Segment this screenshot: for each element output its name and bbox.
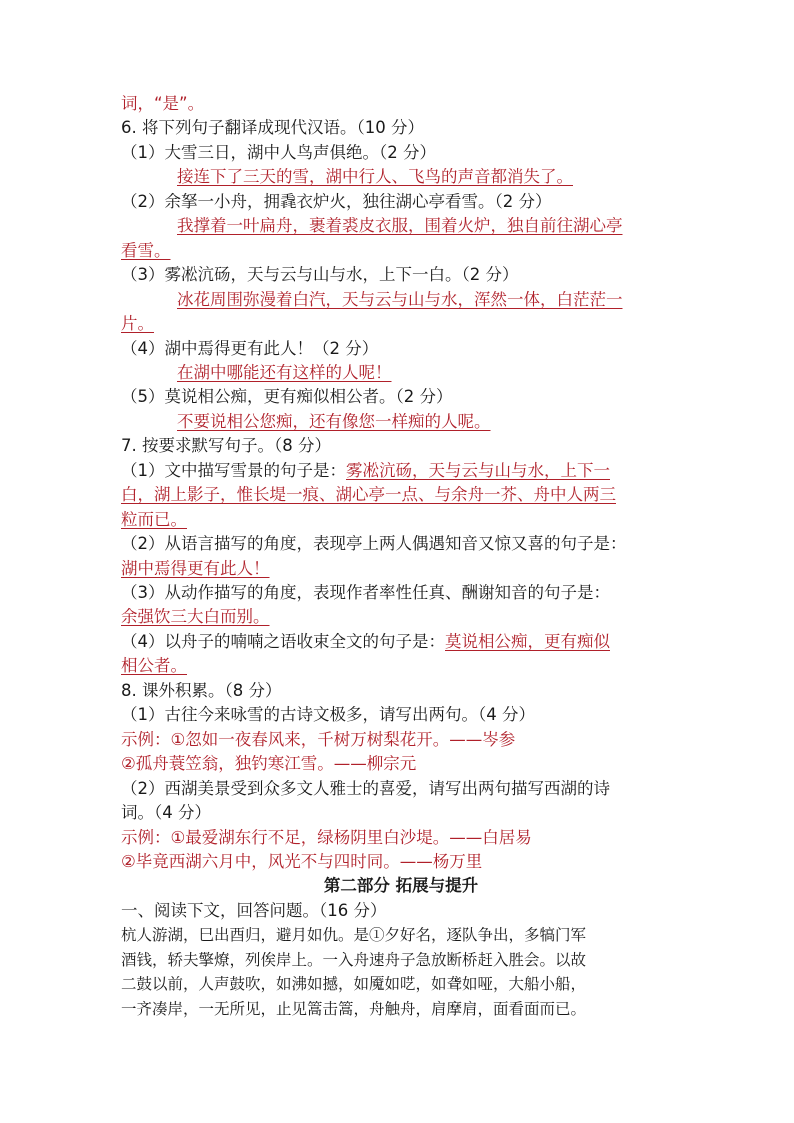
question-text: 一、阅读下文，回答问题。（16 分） bbox=[121, 900, 387, 920]
answer-text: 粒而已。 bbox=[121, 509, 187, 529]
text-line bbox=[121, 728, 515, 752]
answer-text: 片。 bbox=[121, 314, 154, 334]
text-line bbox=[121, 312, 154, 336]
text-line bbox=[121, 557, 270, 581]
answer-text: 示例：①最爱湖东行不足，绿杨阴里白沙堤。——白居易 bbox=[121, 827, 532, 847]
text-line bbox=[121, 483, 616, 507]
text-line bbox=[121, 850, 482, 874]
question-text: 词。（4 分） bbox=[121, 803, 211, 823]
text-line bbox=[121, 190, 552, 214]
answer-text: 看雪。 bbox=[121, 240, 171, 260]
answer-text: 在湖中哪能还有这样的人呢！ bbox=[177, 362, 392, 382]
question-text: （3）雾凇沆砀，天与云与山与水，上下一白。（2 分） bbox=[121, 265, 519, 285]
question-text: （2）西湖美景受到众多文人雅士的喜爱，请写出两句描写西湖的诗 bbox=[121, 778, 610, 798]
answer-text: 不要说相公您痴，还有像您一样痴的人呢。 bbox=[177, 411, 491, 431]
text-line bbox=[121, 239, 171, 263]
answer-text: 余强饮三大白而别。 bbox=[121, 607, 270, 627]
text-line bbox=[121, 141, 436, 165]
text-line bbox=[177, 410, 491, 434]
question-text: 杭人游湖，巳出酉归，避月如仇。是①夕好名，逐队争出，多犒门军 bbox=[121, 926, 587, 945]
question-text: （1）大雪三日，湖中人鸟声俱绝。（2 分） bbox=[121, 142, 436, 162]
text-line bbox=[121, 385, 453, 409]
answer-text: 示例：①忽如一夜春风来，千树万树梨花开。——岑参 bbox=[121, 729, 516, 749]
text-line bbox=[121, 630, 610, 654]
question-text: 8. 课外积累。（8 分） bbox=[121, 680, 282, 700]
text-line bbox=[121, 92, 204, 116]
text-line bbox=[121, 948, 586, 972]
answer-text: ②毕竟西湖六月中，风光不与四时同。——杨万里 bbox=[121, 851, 483, 871]
answer-text: 雾凇沆砀，天与云与山与水，上下一 bbox=[346, 460, 610, 480]
text-line bbox=[121, 826, 532, 850]
answer-text: 白，湖上影子，惟长堤一痕、湖心亭一点、与余舟一芥、舟中人两三 bbox=[121, 485, 616, 505]
question-text: （4）湖中焉得更有此人！（2 分） bbox=[121, 338, 379, 358]
answer-text: 接连下了三天的雪，湖中行人、飞鸟的声音都消失了。 bbox=[177, 167, 573, 187]
text-line bbox=[121, 116, 424, 140]
text-line bbox=[121, 972, 586, 996]
question-text: （2）从语言描写的角度，表现亭上两人偶遇知音又惊又喜的句子是： bbox=[121, 534, 627, 554]
question-text: 7. 按要求默写句子。（8 分） bbox=[121, 436, 331, 456]
text-line bbox=[121, 581, 610, 605]
section-heading bbox=[121, 874, 681, 898]
question-text: （1）文中描写雪景的句子是： bbox=[121, 460, 346, 480]
text-line bbox=[121, 263, 519, 287]
text-line bbox=[177, 165, 573, 189]
text-line bbox=[121, 654, 187, 678]
text-line bbox=[121, 459, 610, 483]
text-line bbox=[121, 923, 586, 947]
question-text: （3）从动作描写的角度，表现作者率性任真、酬谢知音的句子是： bbox=[121, 583, 610, 602]
text-line bbox=[121, 679, 281, 703]
text-line bbox=[121, 337, 378, 361]
answer-text: 莫说相公痴，更有痴似 bbox=[445, 631, 610, 651]
text-line bbox=[121, 801, 211, 825]
answer-text: ②孤舟蓑笠翁，独钓寒江雪。——柳宗元 bbox=[121, 754, 417, 774]
text-line bbox=[121, 899, 387, 923]
question-text: （2）余拏一小舟，拥毳衣炉火，独往湖心亭看雪。（2 分） bbox=[121, 191, 552, 211]
answer-text: 相公者。 bbox=[121, 656, 187, 676]
text-line bbox=[121, 777, 610, 801]
text-line bbox=[121, 703, 535, 727]
text-line bbox=[121, 508, 187, 532]
question-text: 第二部分 拓展与提升 bbox=[323, 876, 479, 896]
question-text: 酒钱，轿夫擎燎，列俟岸上。一入舟速舟子急放断桥赶入胜会。以故 bbox=[121, 950, 587, 969]
text-line bbox=[177, 288, 623, 312]
question-text: （5）莫说相公痴，更有痴似相公者。（2 分） bbox=[121, 387, 453, 407]
question-text: 一齐凑岸，一无所见，止见篙击篙，舟触舟，肩摩肩，面看面而已。 bbox=[121, 999, 587, 1018]
answer-text: 词，“是”。 bbox=[121, 94, 205, 113]
text-line bbox=[121, 532, 627, 556]
text-line bbox=[177, 361, 392, 385]
question-text: （4）以舟子的喃喃之语收束全文的句子是： bbox=[121, 631, 445, 651]
answer-text: 湖中焉得更有此人！ bbox=[121, 558, 270, 578]
question-text: （1）古往今来咏雪的古诗文极多，请写出两句。（4 分） bbox=[121, 705, 535, 725]
text-line bbox=[121, 752, 416, 776]
text-line bbox=[121, 997, 586, 1021]
answer-text: 我撑着一叶扁舟，裹着裘皮衣服，围着火炉，独自前往湖心亭 bbox=[177, 216, 623, 236]
text-line bbox=[121, 434, 331, 458]
text-line bbox=[121, 605, 270, 629]
answer-text: 冰花周围弥漫着白汽，天与云与山与水，浑然一体，白茫茫一 bbox=[177, 289, 623, 309]
question-text: 6. 将下列句子翻译成现代汉语。（10 分） bbox=[121, 118, 424, 138]
question-text: 二鼓以前，人声鼓吹，如沸如撼，如魇如呓，如聋如哑，大船小船， bbox=[121, 975, 587, 994]
text-line bbox=[177, 214, 623, 238]
